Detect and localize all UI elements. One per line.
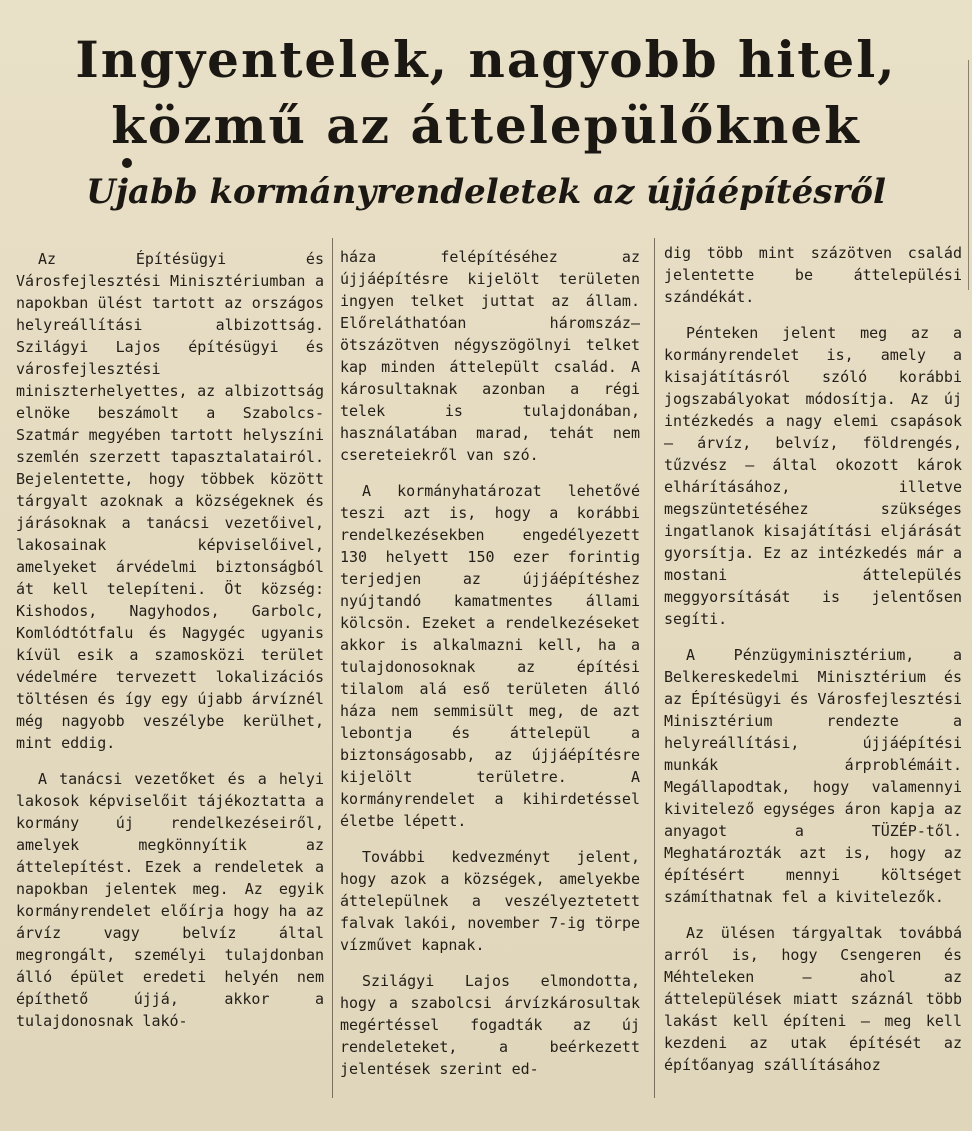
paragraph: A tanácsi vezetőket és a helyi lakosok képviselőit tájékoztatta a kormány új rendelkezéseiről, amelyek megkönnyítik az áttelepítést. Ezek a rendeletek a napokban jelentek meg. Az egyik kormányrendelet előírja hogy ha az árvíz vagy belvíz által megrongált, személyi tulajdonban álló épület eredeti helyén nem építhető újjá, akkor a tulajdonosnak lakó- (16, 770, 324, 1030)
subheadline: Ujabb kormányrendeletek az újjáépítésről (86, 172, 886, 212)
paragraph: A Pénzügyminisztérium, a Belkereskedelmi Minisztérium és az Építésügyi és Városfejlesztési Minisztérium rendezte a helyreállítási, újjáépítési munkák árproblémáit. Megállapodtak, hogy valamennyi kivitelező egységes áron kapja az anyagot a TÜZÉP-től. Meghatározták azt is, hogy az építésért mennyi költséget számíthatnak fel a kivitelezők. (664, 646, 963, 906)
paragraph: Az ülésen tárgyaltak továbbá arról is, hogy Csengeren és Méhteleken — ahol az áttelepülések miatt száznál több lakást kell építeni — meg kell kezdeni az utak építését az építőanyag szállításához (664, 924, 962, 1074)
paragraph: Szilágyi Lajos elmondotta, hogy a szabolcsi árvízkárosultak megértéssel fogadták az új rendeleteket, a beérkezett jelentések szerint ed- (340, 972, 640, 1078)
edge-rule (968, 60, 969, 290)
paragraph: További kedvezményt jelent, hogy azok a községek, amelyekbe áttelepülnek a veszélyeztetett falvak lakói, november 7-ig törpe vízművet kapnak. (340, 848, 640, 954)
bullet-dot-icon (122, 158, 132, 168)
paragraph: Az Építésügyi és Városfejlesztési Minisztériumban a napokban ülést tartott az országos helyreállítási albizottság. Szilágyi Lajos építésügyi és városfejlesztési miniszterhelyettes, az albizottság elnöke beszámolt a Szabolcs-Szatmár megyében tartott helyszíni szemlén szerzett tapasztalatairól. Bejelentette, hogy többek között tárgyalt azoknak a községeknek és járásoknak a tanácsi vezetőivel, lakosainak képviselőivel, amelyeket árvédelmi biztonságból át kell telepíteni. Öt község: Kishodos, Nagyhodos, Garbolc, Komlódtótfalu és Nagygéc ugyanis kívül esik a szamosközi terület védelmére tervezett lokalizációs töltésen és így egy újabb árvíznél még nagyobb veszélybe kerülhet, mint eddig. (16, 250, 324, 752)
headline-line-1: Ingyentelek, nagyobb hitel, (75, 30, 897, 89)
headline-line-2: közmű az áttelepülőknek (111, 96, 861, 155)
article-column-1 (16, 248, 324, 1046)
article-column-2 (340, 246, 640, 1094)
paragraph: háza felépítéséhez az újjáépítésre kijelölt területen ingyen telket juttat az állam. Előreláthatóan háromszáz—ötszázötven négyszögölnyi telket kap minden áttelepült család. A károsultaknak azonban a régi telek is tulajdonában, használatában marad, tehát nem csereteiekről van szó. (340, 248, 640, 464)
column-divider-1 (332, 238, 333, 1098)
paragraph: Pénteken jelent meg az a kormányrendelet is, amely a kisajátításról szóló korábbi jogszabályokat módosítja. Az új intézkedés a nagy elemi csapások — árvíz, belvíz, földrengés, tűzvész — által okozott károk elhárításához, illetve megszüntetéséhez szükséges ingatlanok kisajátítási eljárását gyorsítja. Ez az intézkedés már a mostani áttelepülés meggyorsítását is jelentősen segíti. (664, 324, 963, 628)
paragraph: A kormányhatározat lehetővé teszi azt is, hogy a korábbi rendelkezésekben engedélyezett 130 helyett 150 ezer forintig terjedjen az újjáépítéshez nyújtandó kamatmentes állami kölcsön. Ezeket a rendelkezéseket akkor is alkalmazni kell, ha a tulajdonosoknak az építési tilalom alá eső területen álló háza nem semmisült meg, de azt lebontja és áttelepül a biztonságosabb, az újjáépítésre kijelölt területre. A kormányrendelet a kihirdetéssel életbe lépett. (340, 482, 640, 830)
paragraph: dig több mint százötven család jelentette be áttelepülési szándékát. (664, 244, 962, 306)
column-divider-2 (654, 238, 655, 1098)
article-column-3 (664, 242, 962, 1090)
